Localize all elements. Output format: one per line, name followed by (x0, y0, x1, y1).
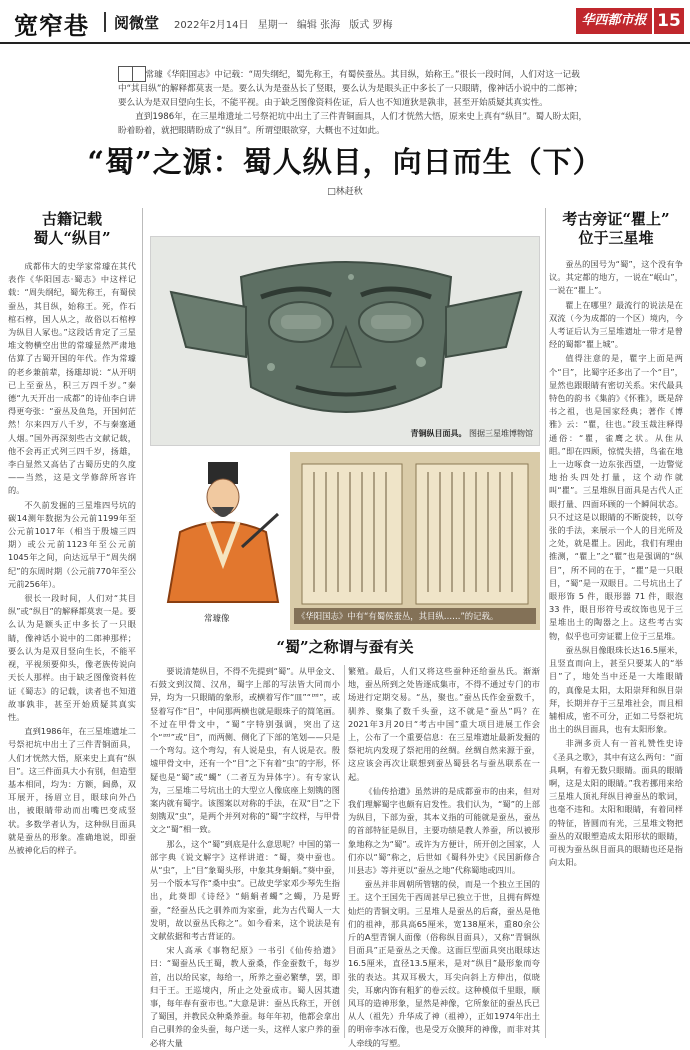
article-byline: □林赶秋 (327, 187, 363, 197)
issue-weekday: 星期一 (257, 20, 288, 31)
page-number: 15 (654, 8, 684, 34)
portrait-illustration (150, 452, 288, 630)
left-section-body (8, 260, 136, 857)
right-title-line1: 考古旁证“瞿上” (562, 210, 670, 228)
middle-section-title: “蜀”之称谓与蚕有关 (276, 638, 414, 656)
left-title-line2: 蜀人“纵目” (33, 229, 111, 247)
intro-paragraph: 直到1986年，在三星堆遗址二号祭祀坑中出土了三件青铜面具，人们才恍然大悟，原来史上真有“纵目”。蜀人盼太阳，盼着盼着，就把眼睛盼成了“纵目”。所谓望眼欲穿，大概也不过如此。 (118, 112, 588, 136)
middle-section-right-body (348, 665, 540, 1050)
column-divider (344, 665, 345, 1038)
paragraph: 不久前发掘的三星堆四号坑的碳14测年数据为公元前1199年至公元前1017年（相当于殷墟三四期）或公元前1123年至公元前1045年之间，向达远早于“周失纲纪”的东周时期（公元前770年至公元前256年）。 (8, 499, 136, 589)
issue-info (174, 16, 398, 31)
masthead (0, 0, 690, 44)
paragraph: 要说清楚纵目，不得不先提到“蜀”。从甲金文、石鼓文到汉简、汉帛，蜀字上部的写法皆大同而小异，均为一只眼睛的象形，或横着写作“皿”“罒”，或竖着写作“目”，中间那两横也就是眼珠子的简笔画。不过在甲骨文中，“蜀”字特别强调，突出了这个“罒”或“目”，而两侧、侧化了下部的笔划——只是一个弯勾。这个弯勾，有人说是虫，有人说是衣。殷墟甲骨文中，还有一个“目”之下有着“虫”的字形，怀疑也是“蜀”或“蠋”（二者互为异体字）。有专家认为，三星堆二号坑出土的大型立人像底座上刻镌的图案内就有蜀字。该图案以对称的手法，在双“目”之下刻镌双“虫”，是两个并列对称的“蜀”字纹样，与甲骨文之“蜀”相一致。 (150, 666, 340, 835)
masthead-divider (104, 12, 106, 32)
right-section (549, 210, 683, 870)
column-subtitle: 阅微堂 (114, 14, 160, 32)
paragraph: 很长一段时间，人们对“其目纵”或“纵目”的解释都莫衷一是。要么认为是额头正中多长了一只眼睛，像神话小说中的二郎神那样；要么认为是双目竖向生长，不能平视，平视须要仰头，像老族传说向天长人那样。由于缺乏图像资料佐证《蜀志》的记载，读者也不知道故事孰非，甚至开始质疑其真实性。 (8, 593, 136, 722)
paragraph: 蚕丛的国号为“蜀”，这个没有争议。其定都的地方，一说在“岷山”，一说在“瞿上”。 (549, 259, 683, 296)
paragraph: 瞿上在哪里？最流行的说法是在双流（今为成都的一个区）境内，今人考证后认为三星堆遗址一带才是曾经的蜀都“瞿上城”。 (549, 299, 683, 350)
designer-credit: 版式 罗梅 (349, 20, 393, 31)
paragraph: 繁殖。最后，人们又将这些蚕种还给蚕丛氏。渐渐地，蚕丛所到之处皆逐成集市，不得不通过专门的市场进行定期交易。“丛，聚也。”蚕丛氏作金蚕数千，驯养、聚集了数千头蚕，这不就是“蚕丛”吗？在2021年3月20日“考古中国”重大项目进展工作会上，公布了一个重要信息：在三星堆遗址最新发掘的祭祀坑内发现了祭祀用的丝绸。丝绸自然来源于蚕，这应该会再次让联想到蚕丛蜀县名与蚕丛联系在一起。 (348, 666, 540, 782)
intro-paragraph: 常璩《华阳国志》中记载：“周失纲纪，蜀先称王，有蜀侯蚕丛。其目纵，始称王。”很长一段时间，人们对这一记载中“其目纵”的解释都莫衷一是。要么认为是蚕丛长了竖眼，要么认为是眼头正中多长了一只眼睛，像神话小说中的二郎神；要么认为是双目望向生长，不能平视。由于缺乏图像资料佐证，后人也不知道狄是孰非，甚至开始质疑其真实性。 (118, 70, 583, 108)
left-section (8, 210, 136, 858)
paragraph: 成都伟大的史学家常璩在其代表作《华阳国志·蜀志》中这样记载：“周失纲纪，蜀先称王，有蜀侯蚕丛，其目纵，始称王。死，作石棺石椁，国人从之，故俗以石棺椁为纵目人冢也。”这段话肯定了三星堆文物横空出世的常璩显然严肃地估算了古蜀开国的年代。作为常璩的老乡兼前辈，扬雄却说：“从开明已上至蚕丛，积三万四千岁。”秦德“九天开出一成都”的诗仙李白讲得更夸张：“蚕丛及鱼凫，开国何茫然！尔来四万八千岁，不与秦塞通人烟。”国外再深刻些古文献记载，他不会再正式列三四千岁，扬雄，李白显然又高估了古蜀历史的久度——当然，这是文学修辞所容许的。 (8, 261, 136, 496)
paragraph: 宋人高承《事物纪原》一书引《仙传拾遗》曰：“蜀蚕丛氏王蜀，教人蚕桑，作金蚕数千，每岁首，出以给民家，每给一，所养之蚕必繁孳，罢，即归于王。王巡境内，所止之处蚕成市。蜀人因其遗事，每年春有蚕市也。”大意是讲：蚕丛氏称王，开创了蜀国，并教民众种桑养蚕。每年年初，他都会拿出自己驯养的金头蚕，每户送一头，这样人家户养的蚕必将大量 (150, 945, 340, 1048)
book-caption: 《华阳国志》中有“有蜀侯蚕丛，其目纵……”的记载。 (294, 608, 536, 624)
newspaper-logo: 华西都市报 (576, 8, 652, 34)
right-title-line2: 位于三星堆 (578, 229, 654, 247)
left-title-line1: 古籍记载 (41, 210, 102, 228)
article-headline: “蜀”之源：蜀人纵目，向日而生（下） (87, 145, 603, 179)
paragraph: 直到1986年，在三星堆遗址二号祭祀坑中出土了三件青铜面具，人们才恍然大悟，原来史上真有“纵目”。这三件面具大小有别，但造型基本相同，均为：方额，阔鼻，双耳展开，扬眉立目，眼球向外凸出，被眼睛带动而出嘴巴变成竖状。多数学者认为，这种纵目面具就是蚕丛的形象。准确地说，即蚕丛被神化后的样子。 (8, 726, 136, 855)
column-divider (142, 208, 143, 1038)
bronze-mask-image (151, 237, 540, 446)
paragraph: 值得注意的是，瞿字上面是两个“目”，比蜀字还多出了一个“目”，显然也跟眼睛有密切关系。宋代最具特色的韵书《集韵》《怀雅》，既是辞书之祖，也是国家经典；著作《博雅》云：“瞿，往也。”段玉裁注释得通俗：“瞿，雀鹰之状。从隹从䀠。”即在四顾，惊慌失措，鸟雀在地上一边啄食一边东张西望，一边警觉地抬头四处打量，这个动作就叫“瞿”。三星堆纵目面具是古代人正眼打量、四面环顾的一个瞬间状态。只不过这是以眼睛的不断旋转，以夸张的手法，来展示一个人的目光所及之处，就是瞿上。因此，我们有理由推测，“瞿上”之“瞿”也是强调的“纵目”，所不同的在于，“瞿”是一只眼目，“蜀”是一双眼目。二号坑出土了眼形饰 5 件，眼形器 71 件，眼泡 33 件，眼目形符号或纹饰也见于三星堆出土的陶器之上。这些考古实物，似乎也可旁证瞿上位于三星堆。 (549, 353, 683, 641)
middle-section-left-body (150, 665, 340, 1050)
scholar-portrait-image (150, 452, 288, 630)
photo-caption (410, 428, 533, 439)
bronze-mask-photo (150, 236, 540, 446)
photo-caption-source: 图据三星堆博物馆 (469, 429, 533, 438)
paragraph: 蚕丛并非周朝所管辖的侯，而是一个独立王国的王。这个王国先于西周甚早已独立于世，且拥有辉煌灿烂的青铜文明。三星堆人是蚕丛的后裔，蚕丛是他们的祖神，那具高65厘米，宽138厘米，重80余公斤的A型青铜人面像（俗称纵目面具），又称“青铜纵目面具”正是蚕丛之天像。这面巨型面具突出眼球达16.5厘米，直径13.5厘米，是对“纵目”最形象而夸张的表达。其双耳极大，耳尖向斜上方伸出，似晓尖，耳廓内饰有粗犷的卷云纹。这种模似千里眼，顺风耳的造神形象，显然是神像，它所象征的蚕丛氏已从人（祖先）升华成了神（祖神），正如1974年出土的明帝李冰石像，也是受万众膜拜的神像，而非对其人牵线的写塑。 (348, 879, 540, 1048)
photo-caption-title: 青铜纵目面具。 (410, 429, 467, 438)
intro-summary (118, 68, 590, 138)
editor-credit: 编辑 张海 (296, 20, 341, 31)
column-title: 宽窄巷 (14, 11, 89, 40)
left-section-title (8, 210, 136, 248)
right-section-title (549, 210, 683, 248)
ancient-book-photo (290, 452, 540, 630)
paragraph: 非洲多贡人有一首礼赞性史诗《圣具之歌》，其中有这么两句：“面具啊，有着无数只眼睛。面具的眼睛啊，这是太阳的眼睛。”我若挪用来给三星堆人顶礼拜纵目神蚕丛的歌词，也毫不违和。太阳和眼睛，有着同样的特征，皆圆而有光，三星堆文物把蚕丛的双眼塑造成太阳形状的眼睛，可视为蚕丛纵目面具的眼睛也还是指向太阳。 (549, 738, 683, 868)
issue-date: 2022年2月14日 (174, 20, 249, 31)
ancient-book-image (290, 452, 540, 630)
illustration-caption: 常璩像 (204, 614, 230, 624)
column-divider (545, 208, 546, 1038)
right-section-body (549, 258, 683, 869)
paragraph: 那么，这个“蜀”到底是什么意思呢？中国的第一部字典《说文解字》这样讲道：“蜀，葵中蚕也。从“虫”，上“目”象蜀头形，中象其身蜎蜎。”葵中蚕，另一个版本写作“桑中虫”。已故史学家邓少琴先生指出，此葵即《诗经》“蜎蜎者蠋”之蠋，乃是野蚕，“经蚕丛氏之驯养而为家蚕，此为古代蜀人一大发明，故以蚕丛氏称之”。如今看来，这个说法是有文献依据和考古背证的。 (150, 838, 340, 942)
paragraph: 《仙传拾遗》虽然讲的是成都蚕市的由来，但对我们理解蜀字也颇有启发性。我们认为，“蜀”的上部为纵目，下部为蚕，其本义指的可能就是蚕丛，蚕丛的首部特征是纵目，主要功绩是教人养蚕，所以被形象地称之为“蜀”。或许为方便计，所开创之国家，人们亦以“蜀”称之，后世如《蜀科外史》《民国新修合川县志》等并更以“蚕丛之地”代称蜀地或四川。 (348, 785, 540, 876)
paragraph: 蚕丛纵目像眼珠长达16.5厘米，且竖直而向上，甚至只要某人的“举目”了，地处当中还是一大堆眼睛的，真像是太阳，太阳崇拜和纵目崇拜，长期并存于三星堆社会，而且相辅相成，密不可分，正如二号祭祀坑出土的纵目面具，也有太阳形象。 (549, 644, 683, 735)
